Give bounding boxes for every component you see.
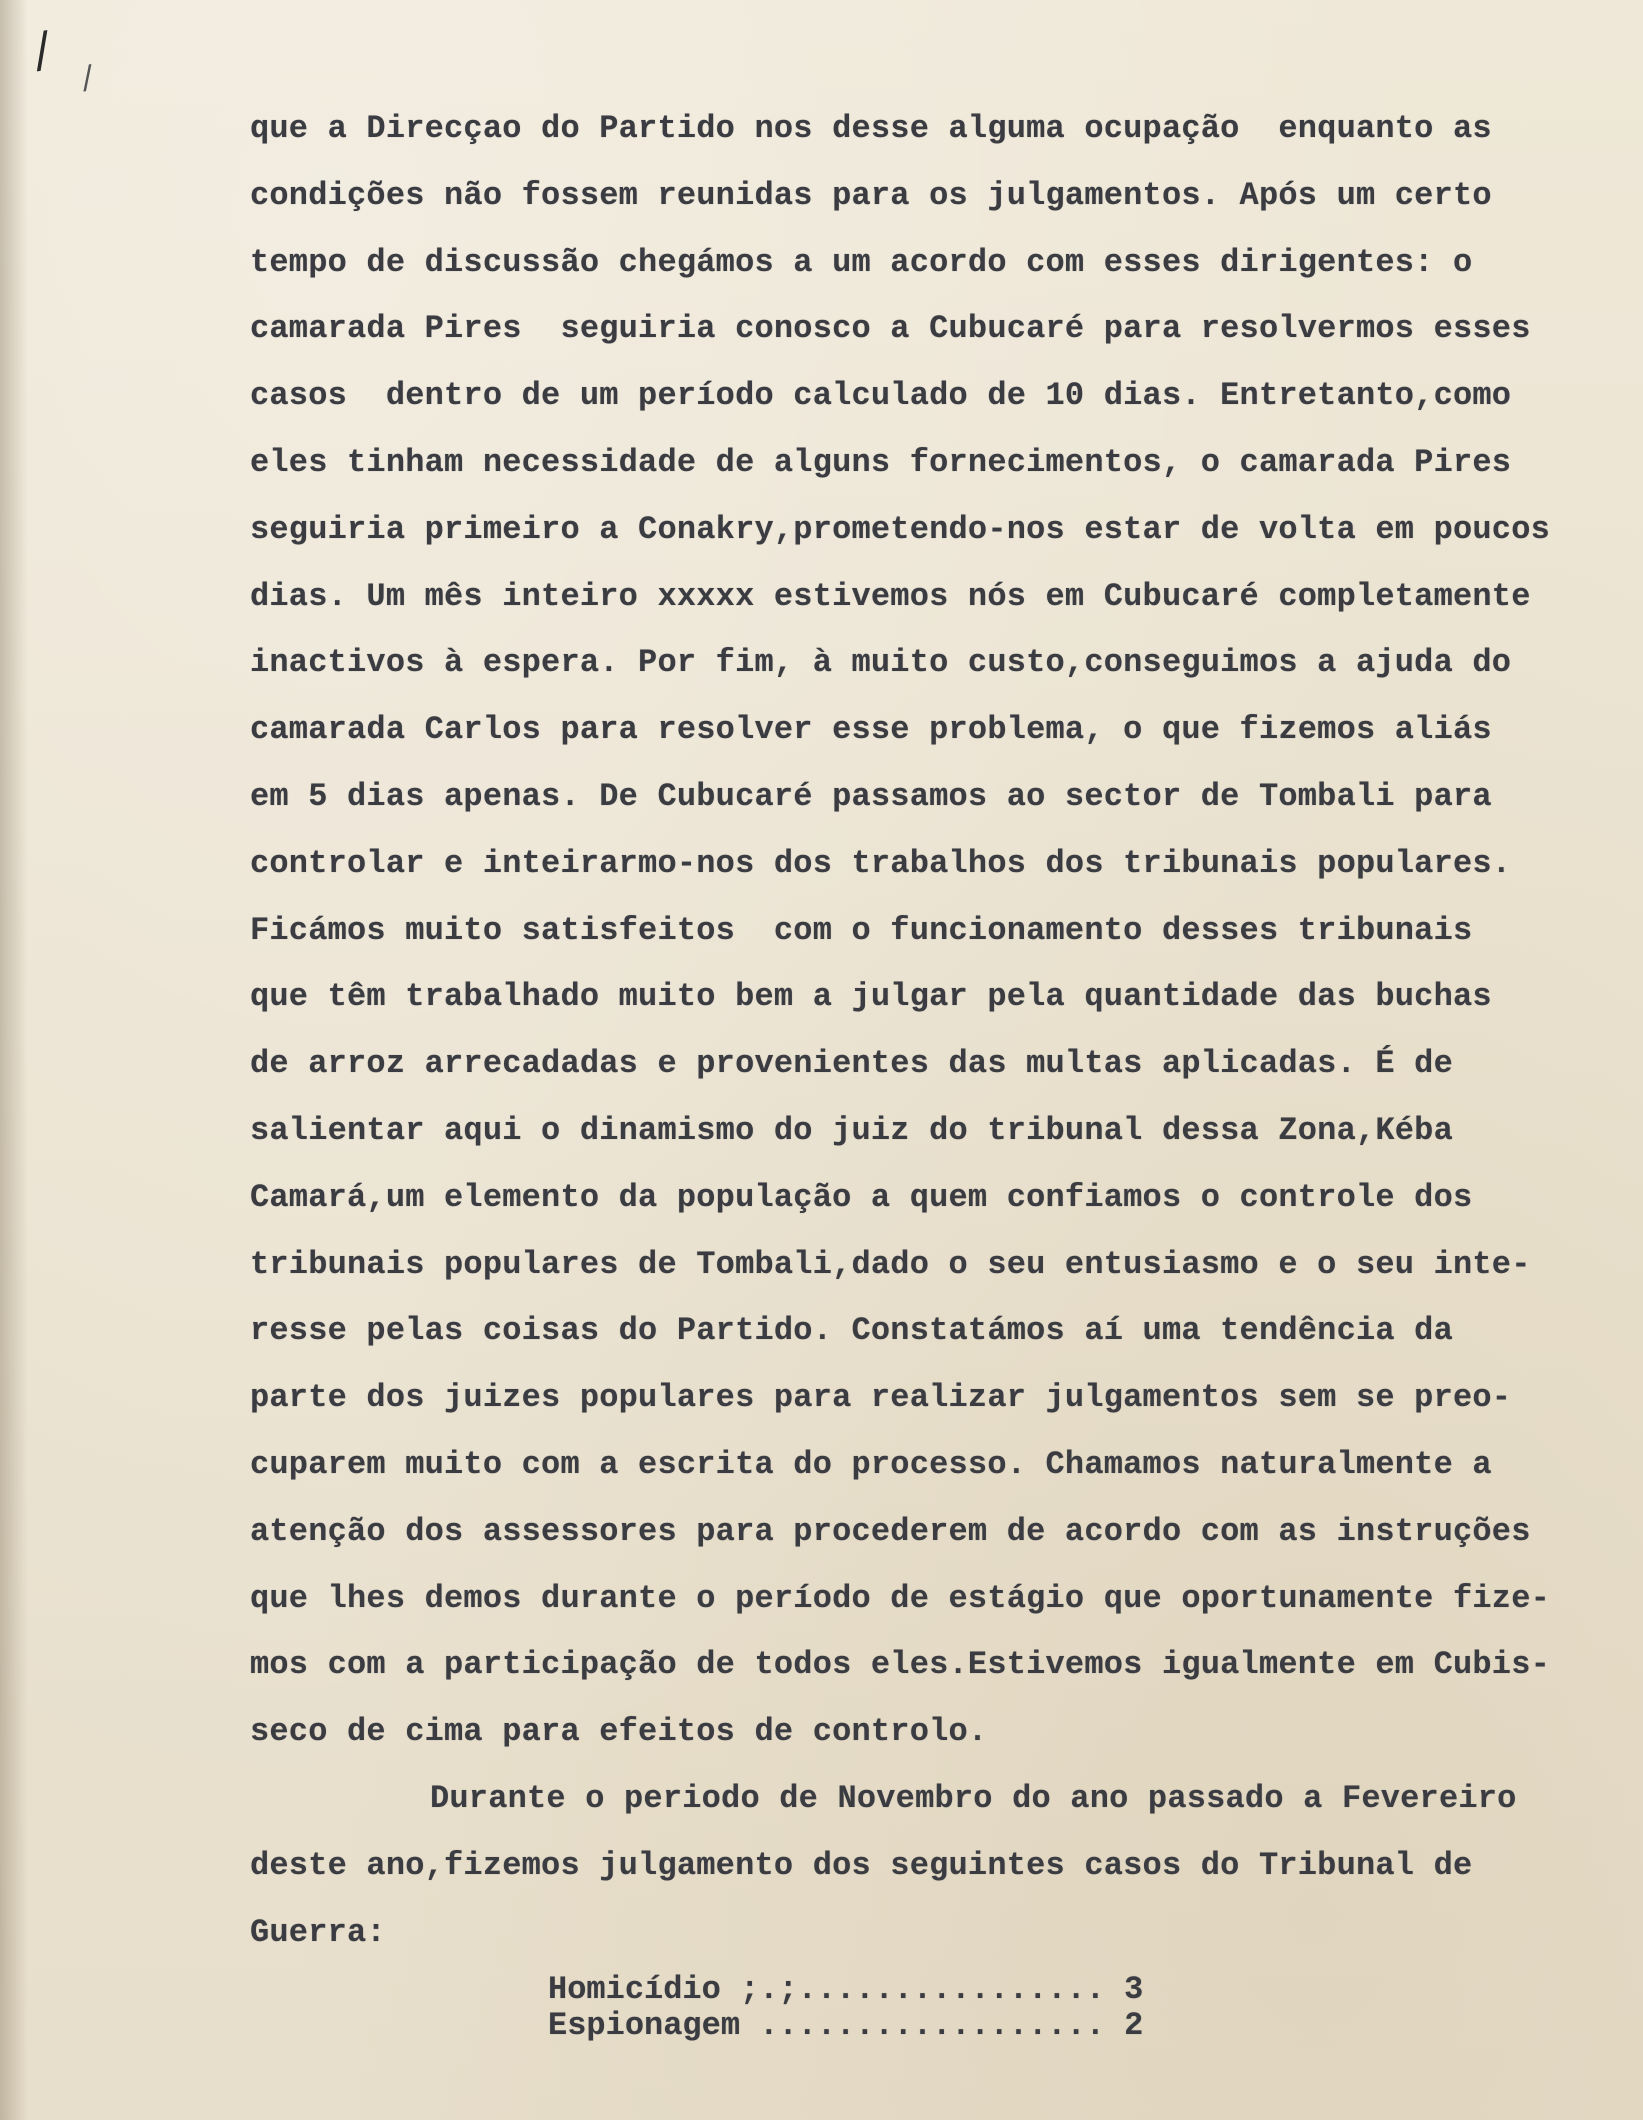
text-line: que têm trabalhado muito bem a julgar pela quantidade das buchas [250, 978, 1492, 1016]
text-line: mos com a participação de todos eles.Estivemos igualmente em Cubis- [250, 1646, 1551, 1684]
page-edge-shadow [0, 0, 28, 2120]
tally-count: 3 [1124, 1971, 1144, 2008]
text-line: seco de cima para efeitos de controlo. [250, 1713, 988, 1751]
body-text [250, 96, 1620, 1966]
text-line: seguiria primeiro a Conakry,prometendo-nos estar de volta em poucos [250, 510, 1551, 548]
text-line: deste ano,fizemos julgamento dos seguintes casos do Tribunal de [250, 1846, 1473, 1884]
margin-mark-secondary: / [80, 57, 95, 97]
text-line: Camará,um elemento da população a quem confiamos o controle dos [250, 1178, 1473, 1216]
text-line: que lhes demos durante o período de estágio que oportunamente fize- [250, 1579, 1551, 1617]
text-line: cuparem muito com a escrita do processo. Chamamos naturalmente a [250, 1445, 1492, 1483]
text-line: de arroz arrecadadas e provenientes das multas aplicadas. É de [250, 1045, 1453, 1083]
text-line: resse pelas coisas do Partido. Constatámos aí uma tendência da [250, 1312, 1453, 1350]
tally-count: 2 [1124, 2007, 1144, 2044]
text-line: tempo de discussão chegámos a um acordo com esses dirigentes: o [250, 243, 1473, 281]
text-line: eles tinham necessidade de alguns fornecimentos, o camarada Pires [250, 443, 1512, 481]
tally-row-homicidio [548, 1972, 1143, 2008]
text-line: controlar e inteirarmo-nos dos trabalhos dos tribunais populares. [250, 844, 1512, 882]
text-line: tribunais populares de Tombali,dado o seu entusiasmo e o seu inte- [250, 1245, 1531, 1283]
text-line: parte dos juizes populares para realizar julgamentos sem se preo- [250, 1379, 1512, 1417]
text-line: Guerra: [250, 1913, 386, 1951]
text-line: atenção dos assessores para procederem de acordo com as instruções [250, 1512, 1531, 1550]
paragraph-start-line: Durante o periodo de Novembro do ano passado a Fevereiro [430, 1779, 1517, 1817]
tally-row-espionagem [548, 2008, 1143, 2044]
text-line: camarada Carlos para resolver esse problema, o que fizemos aliás [250, 711, 1492, 749]
margin-mark: / [30, 21, 54, 79]
text-line: casos dentro de um período calculado de 10 dias. Entretanto,como [250, 377, 1512, 415]
text-line: condições não fossem reunidas para os julgamentos. Após um certo [250, 176, 1492, 214]
text-line: Ficámos muito satisfeitos com o funcionamento desses tribunais [250, 911, 1473, 949]
text-line: camarada Pires seguiria conosco a Cubucaré para resolvermos esses [250, 310, 1531, 348]
text-line: em 5 dias apenas. De Cubucaré passamos ao sector de Tombali para [250, 777, 1492, 815]
text-line: salientar aqui o dinamismo do juiz do tribunal dessa Zona,Kéba [250, 1111, 1453, 1149]
case-tally-list [548, 1972, 1143, 2044]
tally-label: Homicídio ;.;................ [548, 1971, 1105, 2008]
tally-label: Espionagem .................. [548, 2007, 1105, 2044]
text-line: dias. Um mês inteiro xxxxx estivemos nós em Cubucaré completamente [250, 577, 1531, 615]
text-line: inactivos à espera. Por fim, à muito custo,conseguimos a ajuda do [250, 644, 1512, 682]
text-line: que a Direcçao do Partido nos desse alguma ocupação enquanto as [250, 110, 1492, 147]
